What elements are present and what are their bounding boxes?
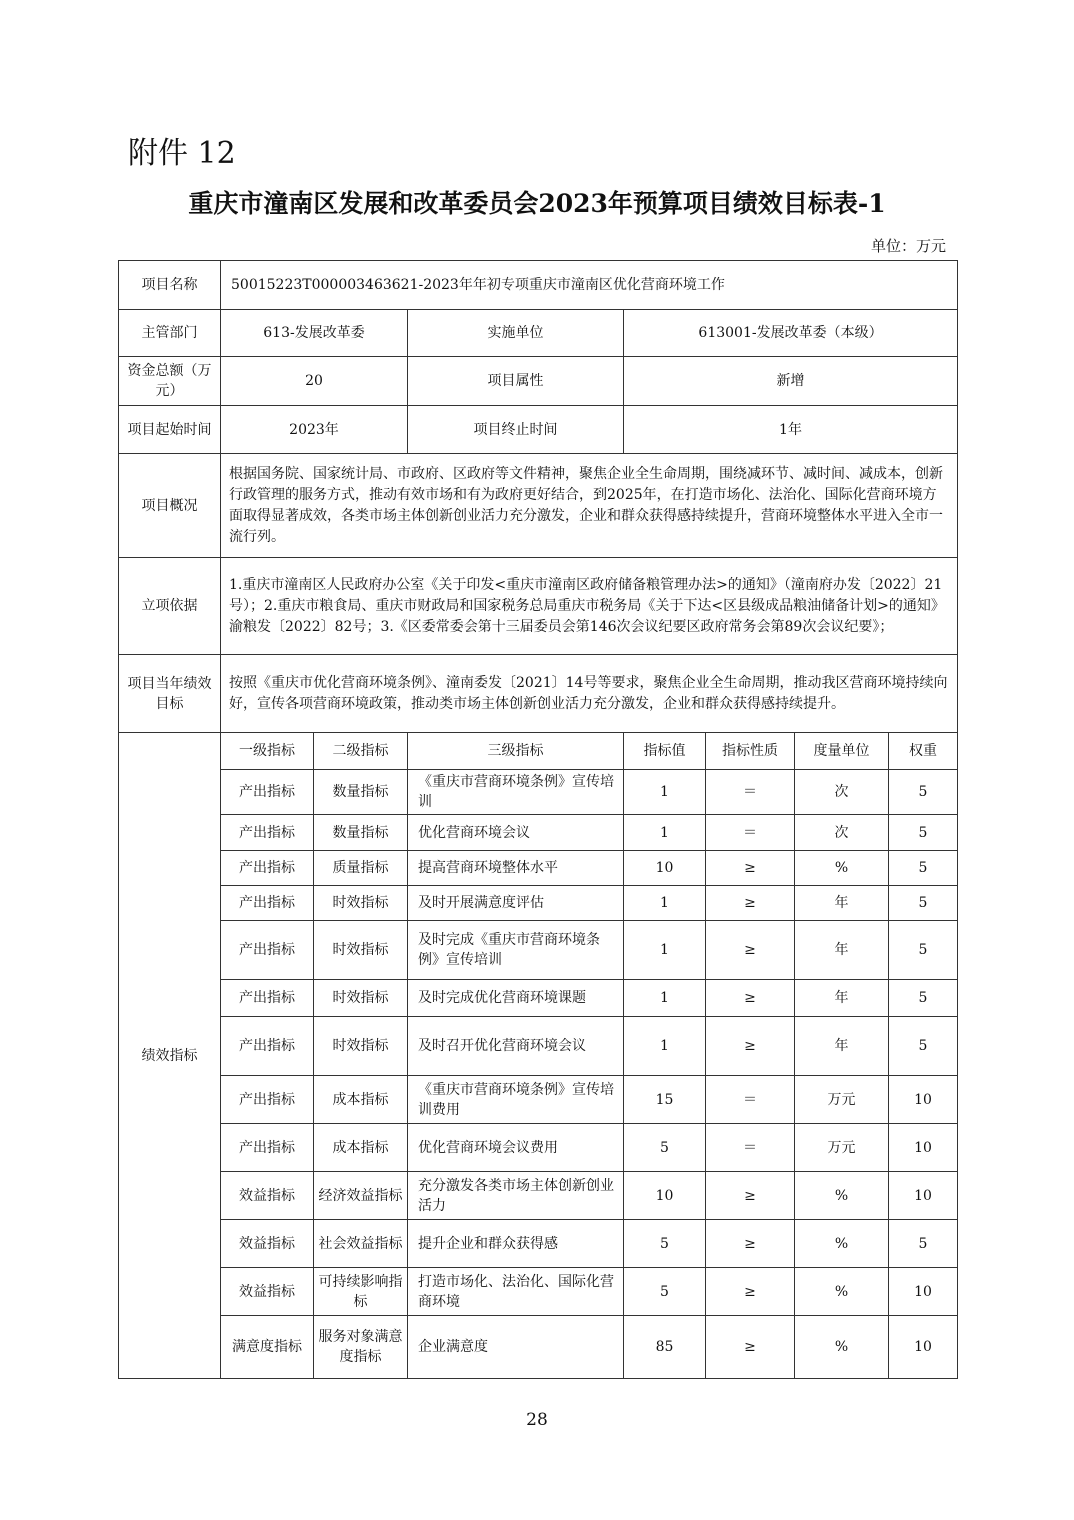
- measure-unit: %: [795, 1316, 889, 1379]
- indicator-nature: ≥: [706, 1316, 795, 1379]
- level1-indicator: 产出指标: [221, 1076, 314, 1124]
- indicator-row: [119, 1017, 958, 1076]
- level2-indicator: 时效指标: [314, 1017, 408, 1076]
- level2-indicator: 可持续影响指标: [314, 1268, 408, 1316]
- header-level1: 一级指标: [221, 733, 314, 770]
- indicator-nature: ≥: [706, 1017, 795, 1076]
- header-level2: 二级指标: [314, 733, 408, 770]
- end-time-label: 项目终止时间: [408, 406, 624, 454]
- indicator-nature: ≥: [706, 1172, 795, 1220]
- indicator-nature: ＝: [706, 1124, 795, 1172]
- measure-unit: %: [795, 1172, 889, 1220]
- indicator-value: 5: [624, 1124, 706, 1172]
- indicator-row: [119, 1124, 958, 1172]
- indicator-row: [119, 815, 958, 851]
- department-value: 613-发展改革委: [221, 310, 408, 357]
- page-number: 28: [526, 1410, 548, 1430]
- level3-indicator: 提升企业和群众获得感: [408, 1220, 624, 1268]
- indicator-row: [119, 1268, 958, 1316]
- indicator-nature: ≥: [706, 1220, 795, 1268]
- measure-unit: 次: [795, 815, 889, 851]
- weight: 5: [889, 815, 958, 851]
- level2-indicator: 时效指标: [314, 886, 408, 921]
- attribute-label: 项目属性: [408, 357, 624, 406]
- indicator-row: [119, 1220, 958, 1268]
- weight: 5: [889, 921, 958, 980]
- indicator-nature: ≥: [706, 851, 795, 886]
- level1-indicator: 产出指标: [221, 1124, 314, 1172]
- weight: 10: [889, 1172, 958, 1220]
- measure-unit: %: [795, 1268, 889, 1316]
- attribute-value: 新增: [624, 357, 958, 406]
- level1-indicator: 产出指标: [221, 921, 314, 980]
- header-unit: 度量单位: [795, 733, 889, 770]
- project-name-value: 50015223T000003463621-2023年年初专项重庆市潼南区优化营商环境工作: [221, 261, 958, 310]
- level1-indicator: 产出指标: [221, 815, 314, 851]
- indicator-value: 5: [624, 1268, 706, 1316]
- level2-indicator: 数量指标: [314, 815, 408, 851]
- level3-indicator: 及时完成优化营商环境课题: [408, 980, 624, 1017]
- goal-row: [119, 655, 958, 733]
- level3-indicator: 及时召开优化营商环境会议: [408, 1017, 624, 1076]
- indicator-nature: ＝: [706, 1076, 795, 1124]
- indicator-value: 10: [624, 851, 706, 886]
- fund-label: 资金总额（万元）: [119, 357, 221, 406]
- indicator-value: 1: [624, 980, 706, 1017]
- level3-indicator: 《重庆市营商环境条例》宣传培训费用: [408, 1076, 624, 1124]
- measure-unit: 年: [795, 1017, 889, 1076]
- basis-text: 1.重庆市潼南区人民政府办公室《关于印发<重庆市潼南区政府储备粮管理办法>的通知》（潼南府办发〔2022〕21号）；2.重庆市粮食局、重庆市财政局和国家税务总局重庆市税务局《关于下达<区县级成品粮油储备计划>的通知》渝粮发〔2022〕82号；3.《区委常委会第十三届委员会第146次会议纪要区政府常务会第89次会议纪要》；: [221, 558, 958, 655]
- level2-indicator: 时效指标: [314, 980, 408, 1017]
- level2-indicator: 时效指标: [314, 921, 408, 980]
- goal-label: 项目当年绩效目标: [119, 655, 221, 733]
- weight: 5: [889, 980, 958, 1017]
- performance-table: [118, 260, 958, 1379]
- measure-unit: 次: [795, 770, 889, 815]
- level1-indicator: 效益指标: [221, 1172, 314, 1220]
- fund-value: 20: [221, 357, 408, 406]
- weight: 5: [889, 770, 958, 815]
- indicator-value: 5: [624, 1220, 706, 1268]
- level3-indicator: 提高营商环境整体水平: [408, 851, 624, 886]
- basis-label: 立项依据: [119, 558, 221, 655]
- level3-indicator: 企业满意度: [408, 1316, 624, 1379]
- indicator-value: 1: [624, 1017, 706, 1076]
- start-time-label: 项目起始时间: [119, 406, 221, 454]
- indicator-row: [119, 886, 958, 921]
- weight: 5: [889, 886, 958, 921]
- weight: 10: [889, 1316, 958, 1379]
- level3-indicator: 《重庆市营商环境条例》宣传培训: [408, 770, 624, 815]
- goal-text: 按照《重庆市优化营商环境条例》、潼南委发〔2021〕14号等要求，聚焦企业全生命周期，推动我区营商环境持续向好，宣传各项营商环境政策，推动类市场主体创新创业活力充分激发，企业和群众获得感持续提升。: [221, 655, 958, 733]
- indicator-row: [119, 851, 958, 886]
- period-row: [119, 406, 958, 454]
- measure-unit: %: [795, 851, 889, 886]
- measure-unit: 年: [795, 921, 889, 980]
- measure-unit: 万元: [795, 1124, 889, 1172]
- project-name-label: 项目名称: [119, 261, 221, 310]
- indicator-value: 1: [624, 770, 706, 815]
- indicator-value: 15: [624, 1076, 706, 1124]
- implementer-value: 613001-发展改革委（本级）: [624, 310, 958, 357]
- level2-indicator: 成本指标: [314, 1124, 408, 1172]
- department-label: 主管部门: [119, 310, 221, 357]
- indicator-nature: ＝: [706, 770, 795, 815]
- project-name-row: [119, 261, 958, 310]
- measure-unit: 年: [795, 980, 889, 1017]
- indicator-row: [119, 1172, 958, 1220]
- indicator-value: 85: [624, 1316, 706, 1379]
- document-title: 重庆市潼南区发展和改革委员会2023年预算项目绩效目标表-1: [188, 189, 886, 218]
- fund-row: [119, 357, 958, 406]
- overview-label: 项目概况: [119, 454, 221, 558]
- indicator-value: 10: [624, 1172, 706, 1220]
- unit-label: 单位：万元: [870, 237, 946, 255]
- level2-indicator: 社会效益指标: [314, 1220, 408, 1268]
- weight: 10: [889, 1124, 958, 1172]
- indicator-value: 1: [624, 886, 706, 921]
- indicator-row: [119, 980, 958, 1017]
- level3-indicator: 充分激发各类市场主体创新创业活力: [408, 1172, 624, 1220]
- level1-indicator: 产出指标: [221, 980, 314, 1017]
- weight: 5: [889, 1220, 958, 1268]
- indicator-nature: ≥: [706, 980, 795, 1017]
- indicator-value: 1: [624, 815, 706, 851]
- weight: 10: [889, 1076, 958, 1124]
- weight: 10: [889, 1268, 958, 1316]
- department-row: [119, 310, 958, 357]
- indicator-row: [119, 1076, 958, 1124]
- weight: 5: [889, 1017, 958, 1076]
- implementer-label: 实施单位: [408, 310, 624, 357]
- indicator-nature: ＝: [706, 815, 795, 851]
- end-time-value: 1年: [624, 406, 958, 454]
- indicator-nature: ≥: [706, 921, 795, 980]
- level3-indicator: 优化营商环境会议: [408, 815, 624, 851]
- overview-text: 根据国务院、国家统计局、市政府、区政府等文件精神，聚焦企业全生命周期，围绕减环节、减时间、减成本，创新行政管理的服务方式，推动有效市场和有为政府更好结合，到2025年，在打造市场化、法治化、国际化营商环境方面取得显著成效，各类市场主体创新创业活力充分激发，企业和群众获得感持续提升，营商环境整体水平进入全市一流行列。: [221, 454, 958, 558]
- level1-indicator: 产出指标: [221, 1017, 314, 1076]
- header-value: 指标值: [624, 733, 706, 770]
- level1-indicator: 效益指标: [221, 1268, 314, 1316]
- level1-indicator: 效益指标: [221, 1220, 314, 1268]
- level3-indicator: 及时完成《重庆市营商环境条例》宣传培训: [408, 921, 624, 980]
- level1-indicator: 产出指标: [221, 770, 314, 815]
- measure-unit: 年: [795, 886, 889, 921]
- header-level3: 三级指标: [408, 733, 624, 770]
- level3-indicator: 打造市场化、法治化、国际化营商环境: [408, 1268, 624, 1316]
- level1-indicator: 产出指标: [221, 851, 314, 886]
- indicator-row: [119, 921, 958, 980]
- weight: 5: [889, 851, 958, 886]
- level3-indicator: 优化营商环境会议费用: [408, 1124, 624, 1172]
- indicator-nature: ≥: [706, 886, 795, 921]
- performance-indicators-label: 绩效指标: [119, 733, 221, 1379]
- measure-unit: %: [795, 1220, 889, 1268]
- level2-indicator: 数量指标: [314, 770, 408, 815]
- indicator-row: [119, 1316, 958, 1379]
- measure-unit: 万元: [795, 1076, 889, 1124]
- level2-indicator: 服务对象满意度指标: [314, 1316, 408, 1379]
- level2-indicator: 成本指标: [314, 1076, 408, 1124]
- overview-row: [119, 454, 958, 558]
- header-weight: 权重: [889, 733, 958, 770]
- start-time-value: 2023年: [221, 406, 408, 454]
- level2-indicator: 质量指标: [314, 851, 408, 886]
- indicator-header-row: [119, 733, 958, 770]
- level3-indicator: 及时开展满意度评估: [408, 886, 624, 921]
- indicator-nature: ≥: [706, 1268, 795, 1316]
- indicator-value: 1: [624, 921, 706, 980]
- level1-indicator: 产出指标: [221, 886, 314, 921]
- basis-row: [119, 558, 958, 655]
- level1-indicator: 满意度指标: [221, 1316, 314, 1379]
- attachment-label: 附件 12: [128, 136, 236, 171]
- level2-indicator: 经济效益指标: [314, 1172, 408, 1220]
- header-nature: 指标性质: [706, 733, 795, 770]
- indicator-row: [119, 770, 958, 815]
